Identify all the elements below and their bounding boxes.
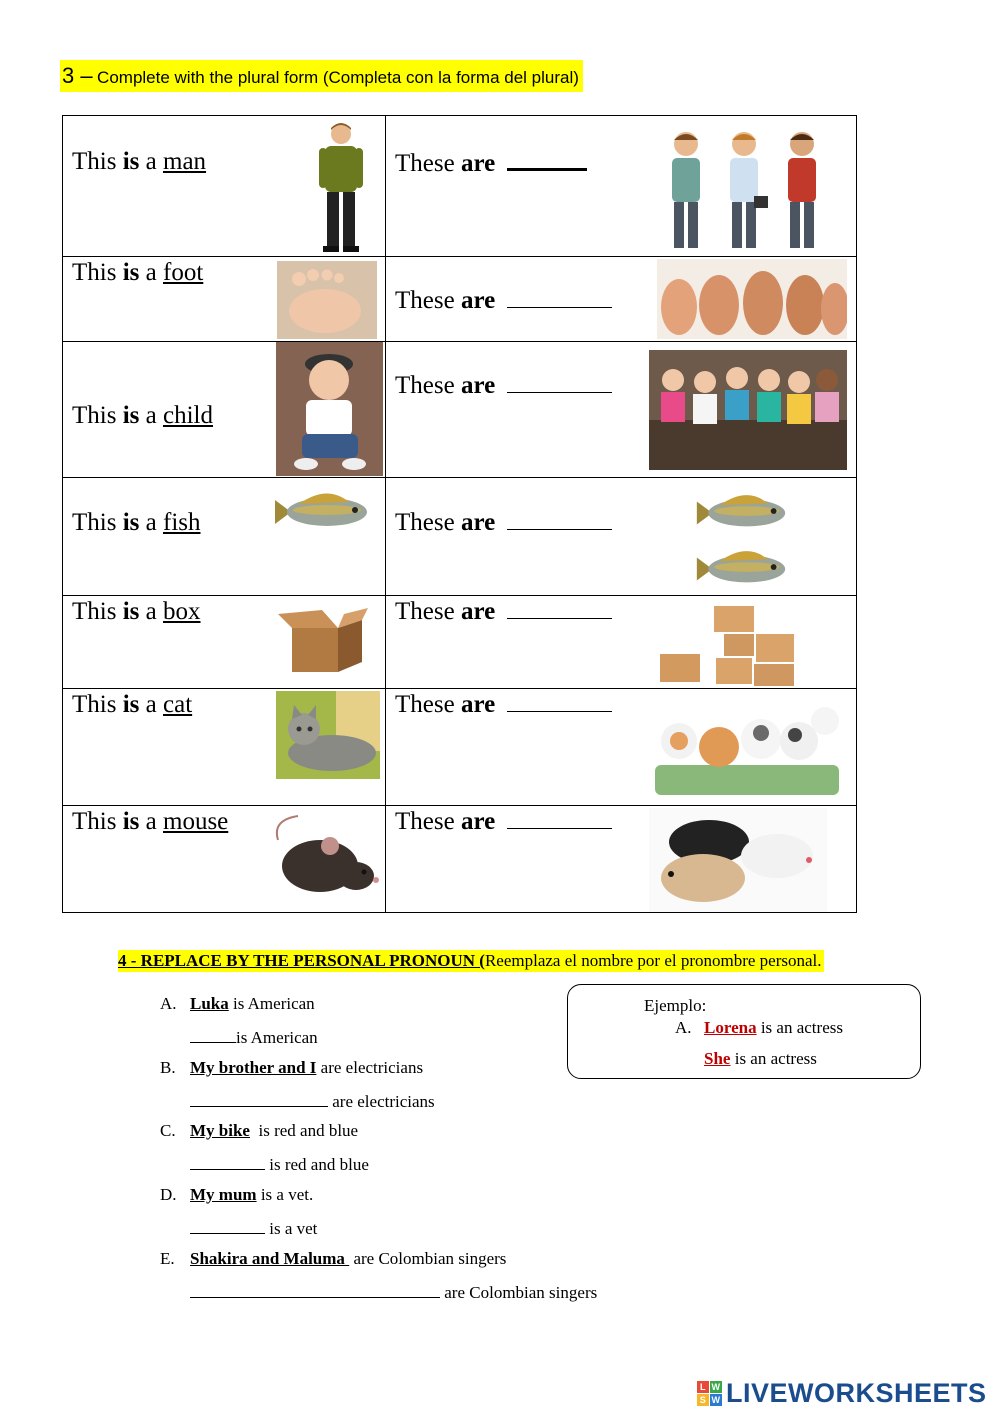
table-row (63, 342, 857, 478)
section-3-instruction: Complete with the plural form (Completa con la forma del plural) (97, 68, 579, 87)
singular-sentence: This is a child (72, 402, 213, 429)
answer-b: are electricians (190, 1090, 435, 1112)
answer-blank[interactable] (507, 148, 587, 171)
plural-cell (386, 257, 857, 342)
logo-mark-icon: L W S W (697, 1381, 722, 1406)
answer-blank[interactable] (507, 808, 612, 829)
question-e: E. Shakira and Maluma are Colombian singers (160, 1249, 507, 1268)
singular-cell (63, 478, 386, 596)
singular-noun: box (163, 598, 201, 625)
children-image (649, 350, 847, 470)
singular-cell (63, 257, 386, 342)
answer-a: is American (190, 1026, 318, 1048)
singular-noun: man (163, 148, 207, 175)
fish-image-2 (691, 544, 791, 592)
plural-sentence: These are (395, 808, 612, 836)
answer-blank[interactable] (507, 509, 612, 530)
singular-cell (63, 596, 386, 689)
logo-text: LIVEWORKSHEETS (726, 1377, 987, 1408)
answer-e: are Colombian singers (190, 1281, 597, 1303)
singular-sentence: This is a fish (72, 509, 201, 536)
feet-image (657, 259, 847, 339)
table-row (63, 596, 857, 689)
plural-sentence: These are (395, 509, 612, 537)
example-box (567, 984, 921, 1079)
singular-sentence: This is a man (72, 148, 207, 175)
boxes-image (658, 604, 798, 686)
cats-image (649, 691, 845, 803)
singular-cell (63, 689, 386, 806)
singular-sentence: This is a cat (72, 691, 193, 718)
men-image (656, 126, 826, 254)
singular-sentence: This is a foot (72, 259, 204, 286)
table-row (63, 478, 857, 596)
example-sentence: A. Lorena is an actress (675, 1018, 843, 1037)
fish-image (269, 486, 373, 536)
singular-cell (63, 806, 386, 913)
singular-noun: mouse (163, 808, 229, 835)
singular-cell (63, 116, 386, 257)
answer-blank[interactable] (190, 1026, 236, 1043)
plural-cell (386, 116, 857, 257)
mouse-image (268, 810, 380, 906)
singular-sentence: This is a mouse (72, 808, 229, 835)
answer-blank[interactable] (507, 598, 612, 619)
answer-blank[interactable] (190, 1090, 328, 1107)
answer-c: is red and blue (190, 1153, 369, 1175)
singular-noun: child (163, 402, 213, 429)
section-3-title (60, 60, 583, 92)
man-image (313, 120, 369, 254)
singular-noun: cat (163, 691, 193, 718)
plural-sentence: These are (395, 148, 587, 178)
fish-image-1 (691, 488, 791, 536)
plural-table (62, 115, 857, 913)
section-4-heading: 4 - REPLACE BY THE PERSONAL PRONOUN ( (118, 951, 485, 970)
section-4-title (118, 950, 824, 972)
singular-cell (63, 342, 386, 478)
example-answer: She is an actress (704, 1049, 817, 1068)
plural-cell (386, 342, 857, 478)
singular-noun: foot (163, 259, 204, 286)
question-d: D. My mum is a vet. (160, 1185, 314, 1204)
singular-noun: fish (163, 509, 201, 536)
answer-blank[interactable] (190, 1153, 265, 1170)
section-4-instruction: Reemplaza el nombre por el pronombre personal. (484, 951, 822, 970)
cat-image (276, 691, 380, 779)
table-row (63, 689, 857, 806)
question-c: C. My bike is red and blue (160, 1121, 359, 1140)
plural-sentence: These are (395, 372, 612, 400)
answer-d: is a vet (190, 1217, 317, 1239)
answer-blank[interactable] (507, 691, 612, 712)
plural-cell (386, 478, 857, 596)
table-row (63, 806, 857, 913)
plural-sentence: These are (395, 598, 612, 626)
table-row (63, 257, 857, 342)
answer-blank[interactable] (190, 1217, 265, 1234)
mice-image (649, 808, 827, 912)
section-3-number: 3 – (62, 63, 93, 88)
box-image (278, 604, 370, 674)
liveworksheets-logo (697, 1377, 987, 1409)
singular-sentence: This is a box (72, 598, 201, 625)
foot-image (277, 261, 377, 339)
plural-sentence: These are (395, 691, 612, 719)
question-a: A. Luka is American (160, 994, 315, 1013)
answer-blank[interactable] (190, 1281, 440, 1298)
plural-cell (386, 806, 857, 913)
question-b: B. My brother and I are electricians (160, 1058, 424, 1077)
answer-blank[interactable] (507, 287, 612, 308)
plural-sentence: These are (395, 287, 612, 315)
plural-cell (386, 596, 857, 689)
table-row (63, 116, 857, 257)
plural-cell (386, 689, 857, 806)
child-image (276, 342, 383, 476)
example-label: Ejemplo: (644, 996, 707, 1015)
answer-blank[interactable] (507, 372, 612, 393)
